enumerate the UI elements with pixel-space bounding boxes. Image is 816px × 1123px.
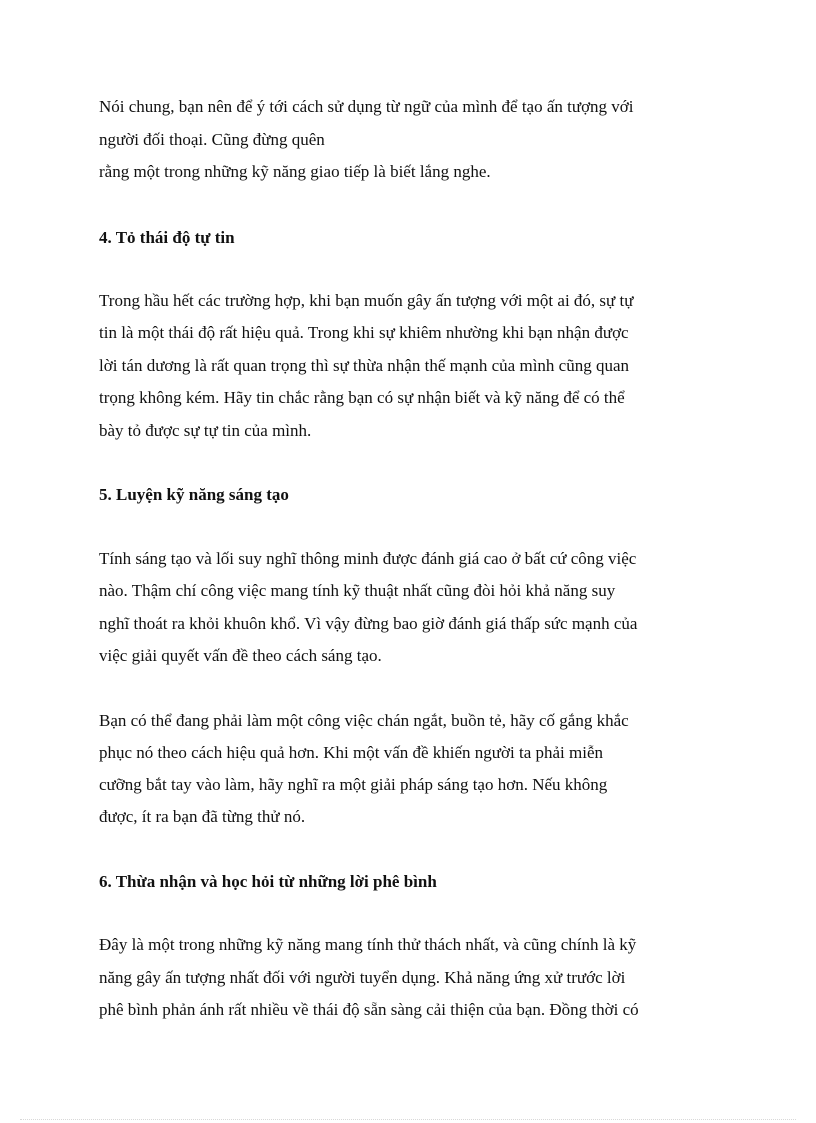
paragraph-line: trọng không kém. Hãy tin chắc rằng bạn có sự nhận biết và kỹ năng để có thể [99,388,625,407]
page-bottom-divider [20,1119,796,1120]
paragraph-line: năng gây ấn tượng nhất đối với người tuyển dụng. Khả năng ứng xử trước lời [99,968,626,987]
paragraph-line: nào. Thậm chí công việc mang tính kỹ thuật nhất cũng đòi hỏi khả năng suy [99,581,616,600]
paragraph-line: người đối thoại. Cũng đừng quên [99,130,325,149]
paragraph-line: Nói chung, bạn nên để ý tới cách sử dụng từ ngữ của mình để tạo ấn tượng với [99,97,634,116]
paragraph-line: việc giải quyết vấn đề theo cách sáng tạo. [99,646,382,665]
paragraph-line: tin là một thái độ rất hiệu quả. Trong khi sự khiêm nhường khi bạn nhận được [99,323,629,342]
paragraph-line: Đây là một trong những kỹ năng mang tính thử thách nhất, và cũng chính là kỹ [99,935,637,954]
paragraph-line: rằng một trong những kỹ năng giao tiếp là biết lắng nghe. [99,162,491,181]
section-heading: 4. Tỏ thái độ tự tin [99,228,235,247]
paragraph-line: Tính sáng tạo và lối suy nghĩ thông minh được đánh giá cao ở bất cứ công việc [99,549,637,568]
paragraph-line: cưỡng bắt tay vào làm, hãy nghĩ ra một giải pháp sáng tạo hơn. Nếu không [99,775,608,794]
paragraph-line: Bạn có thể đang phải làm một công việc chán ngắt, buồn tẻ, hãy cố gắng khắc [99,711,629,730]
paragraph-line: bày tỏ được sự tự tin của mình. [99,421,312,440]
paragraph-line: Trong hầu hết các trường hợp, khi bạn muốn gây ấn tượng với một ai đó, sự tự [99,291,634,310]
paragraph-line: được, ít ra bạn đã từng thử nó. [99,807,306,826]
paragraph-line: nghĩ thoát ra khỏi khuôn khổ. Vì vậy đừng bao giờ đánh giá thấp sức mạnh của [99,614,638,633]
paragraph-line: phê bình phản ánh rất nhiều về thái độ sẵn sàng cải thiện của bạn. Đồng thời có [99,1000,639,1019]
paragraph-line: phục nó theo cách hiệu quả hơn. Khi một vấn đề khiến người ta phải miễn [99,743,604,762]
paragraph-line: lời tán dương là rất quan trọng thì sự thừa nhận thế mạnh của mình cũng quan [99,356,630,375]
section-heading: 6. Thừa nhận và học hỏi từ những lời phê bình [99,872,437,891]
section-heading: 5. Luyện kỹ năng sáng tạo [99,485,289,504]
